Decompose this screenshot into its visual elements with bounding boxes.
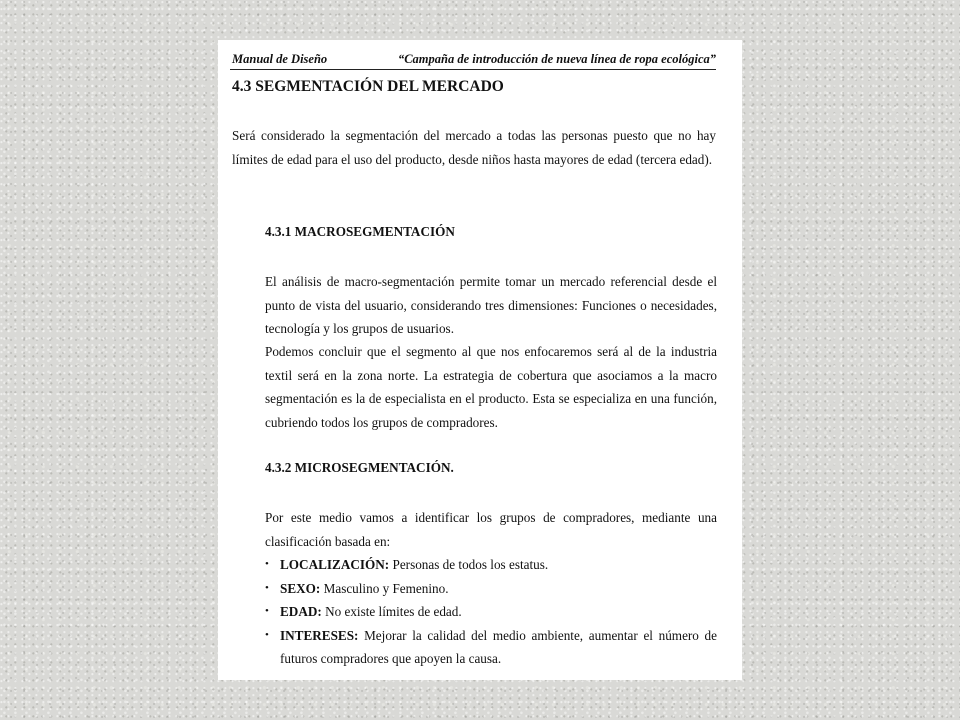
criteria-text: Masculino y Femenino. bbox=[320, 580, 449, 596]
list-item-interests bbox=[265, 624, 717, 671]
bullet-icon: • bbox=[265, 558, 269, 570]
header-manual-title: Manual de Diseño bbox=[232, 52, 328, 66]
bullet-icon: • bbox=[265, 628, 269, 641]
list-item-sex bbox=[265, 577, 717, 601]
list-item-location bbox=[265, 553, 717, 577]
page-header bbox=[230, 51, 716, 70]
criteria-key: LOCALIZACIÓN: bbox=[280, 557, 390, 572]
criteria-text: Mejorar la calidad del medio ambiente, aumentar el número de futuros compradores que apoyen la causa. bbox=[280, 627, 717, 666]
bullet-icon: • bbox=[265, 605, 269, 617]
micro-paragraph: Por este medio vamos a identificar los grupos de compradores, mediante una clasificación basada en: bbox=[265, 510, 717, 549]
bullet-icon: • bbox=[265, 581, 269, 594]
criteria-text: No existe límites de edad. bbox=[321, 604, 462, 619]
criteria-key: INTERESES: bbox=[280, 627, 359, 643]
document-page bbox=[218, 40, 742, 680]
section-intro-paragraph: Será considerado la segmentación del mercado a todas las personas puesto que no hay límites de edad para el uso del producto, desde niños hasta mayores de edad (tercera edad). bbox=[232, 128, 716, 167]
section-title: 4.3 SEGMENTACIÓN DEL MERCADO bbox=[232, 78, 504, 95]
macro-paragraph-2: Podemos concluir que el segmento al que nos enfocaremos será al de la industria textil será en la zona norte. La estrategia de cobertura que asociamos a la macro segmentación es la de especialista en el producto. Esta se especializa en una función, cubriendo todos los grupos de compradores. bbox=[265, 344, 717, 430]
list-item-age bbox=[265, 600, 717, 624]
criteria-text: Personas de todos los estatus. bbox=[389, 557, 549, 572]
macro-segmentation-heading: 4.3.1 MACROSEGMENTACIÓN bbox=[265, 224, 455, 239]
macro-paragraph-1: El análisis de macro-segmentación permite tomar un mercado referencial desde el punto de vista del usuario, considerando tres dimensiones: Funciones o necesidades, tecnología y los grupos de usuarios. bbox=[265, 274, 717, 336]
criteria-key: SEXO: bbox=[280, 580, 321, 596]
segmentation-criteria-list bbox=[265, 553, 717, 671]
criteria-key: EDAD: bbox=[280, 604, 322, 619]
header-campaign-title: “Campaña de introducción de nueva línea de ropa ecológica” bbox=[397, 52, 716, 66]
micro-segmentation-heading: 4.3.2 MICROSEGMENTACIÓN. bbox=[265, 460, 454, 475]
